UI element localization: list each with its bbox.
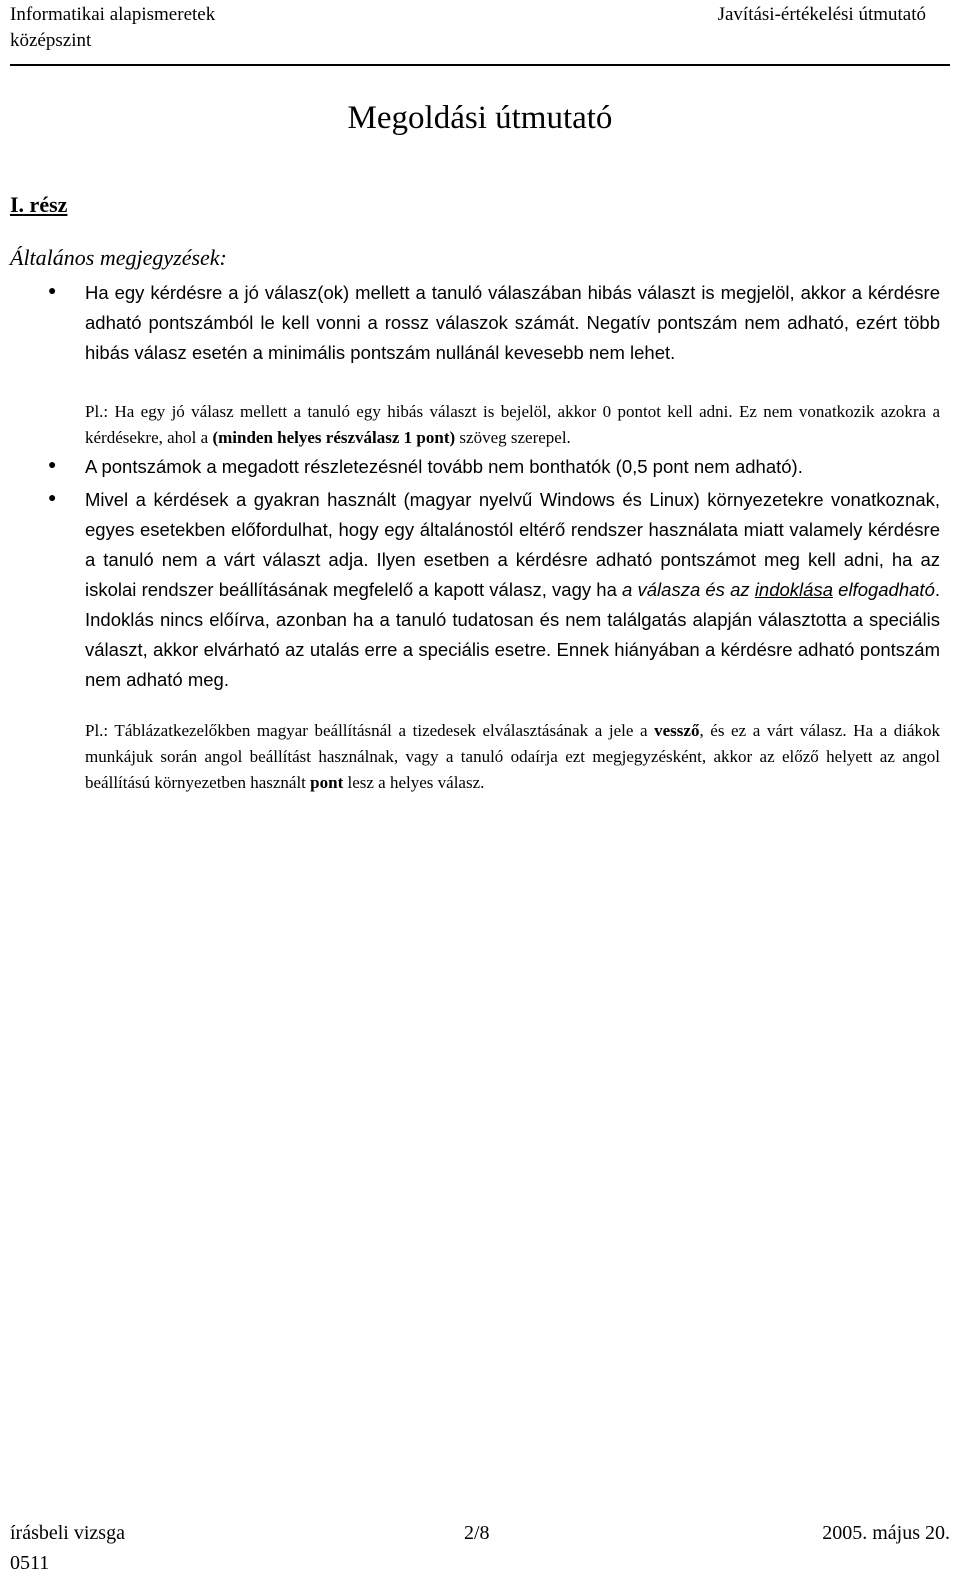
bullet-icon: ●	[48, 284, 57, 299]
bullet-1-note: Pl.: Ha egy jó válasz mellett a tanuló egy hibás választ is bejelöl, akkor 0 pontot kell adni. Ez nem vonatkozik azokra a kérdésekre, ahol a (minden helyes részválasz 1 pont) szöveg szerepel.	[85, 402, 940, 447]
page-header	[10, 0, 950, 66]
header-subject: Informatikai alapismeretek	[10, 4, 216, 25]
bullet-3-text: Mivel a kérdések a gyakran használt (magyar nyelvű Windows és Linux) környezetekre vonatkoznak, egyes esetekben előfordulhat, hogy egy általánostól eltérő rendszer használata miatt valamely kérdésre a tanuló nem a várt választ adja. Ilyen esetben a kérdésre adható pontszámot meg kell adni, ha az iskolai rendszer beállításának megfelelő a kapott válasz, vagy ha a válasza és az indoklása elfogadható. Indoklás nincs előírva, azonban ha a tanuló tudatosan és nem találgatás alapján választotta a speciális választ, akkor elvárható az utalás erre a speciális esetre. Ennek hiányában a kérdésre adható pontszám nem adható meg.	[85, 489, 940, 690]
bullet-3-note: Pl.: Táblázatkezelőkben magyar beállításnál a tizedesek elválasztásának a jele a vessző, és ez a várt válasz. Ha a diákok munkájuk során angol beállítást használnak, vagy a tanuló odaírja ezt megjegyzésként, akkor az előző helyett az angol beállítású környezetben használt pont lesz a helyes válasz.	[85, 721, 940, 792]
footer-page-number: 2/8	[464, 1522, 490, 1544]
bullet-2-text: A pontszámok a megadott részletezésnél tovább nem bonthatók (0,5 pont nem adható).	[85, 456, 803, 477]
bullet-1-text: Ha egy kérdésre a jó válasz(ok) mellett a tanuló válaszában hibás választ is megjelöl, akkor a kérdésre adható pontszámból le kell vonni a rossz válaszok számát. Negatív pontszám nem adható, ezért több hibás válasz esetén a minimális pontszám nullánál kevesebb nem lehet.	[85, 282, 940, 363]
page-title: Megoldási útmutató	[347, 100, 613, 136]
header-left	[10, 2, 215, 54]
footer-date: 2005. május 20.	[822, 1522, 950, 1544]
bullet-icon: ●	[48, 458, 57, 473]
bullet-icon: ●	[48, 491, 57, 506]
part-heading: I. rész	[10, 192, 68, 217]
general-notes-heading: Általános megjegyzések:	[10, 245, 227, 270]
footer-exam: írásbeli vizsga	[10, 1522, 125, 1544]
footer-code: 0511	[10, 1552, 50, 1574]
header-level: középszint	[10, 30, 92, 51]
header-doc-type: Javítási-értékelési útmutató	[717, 4, 926, 25]
